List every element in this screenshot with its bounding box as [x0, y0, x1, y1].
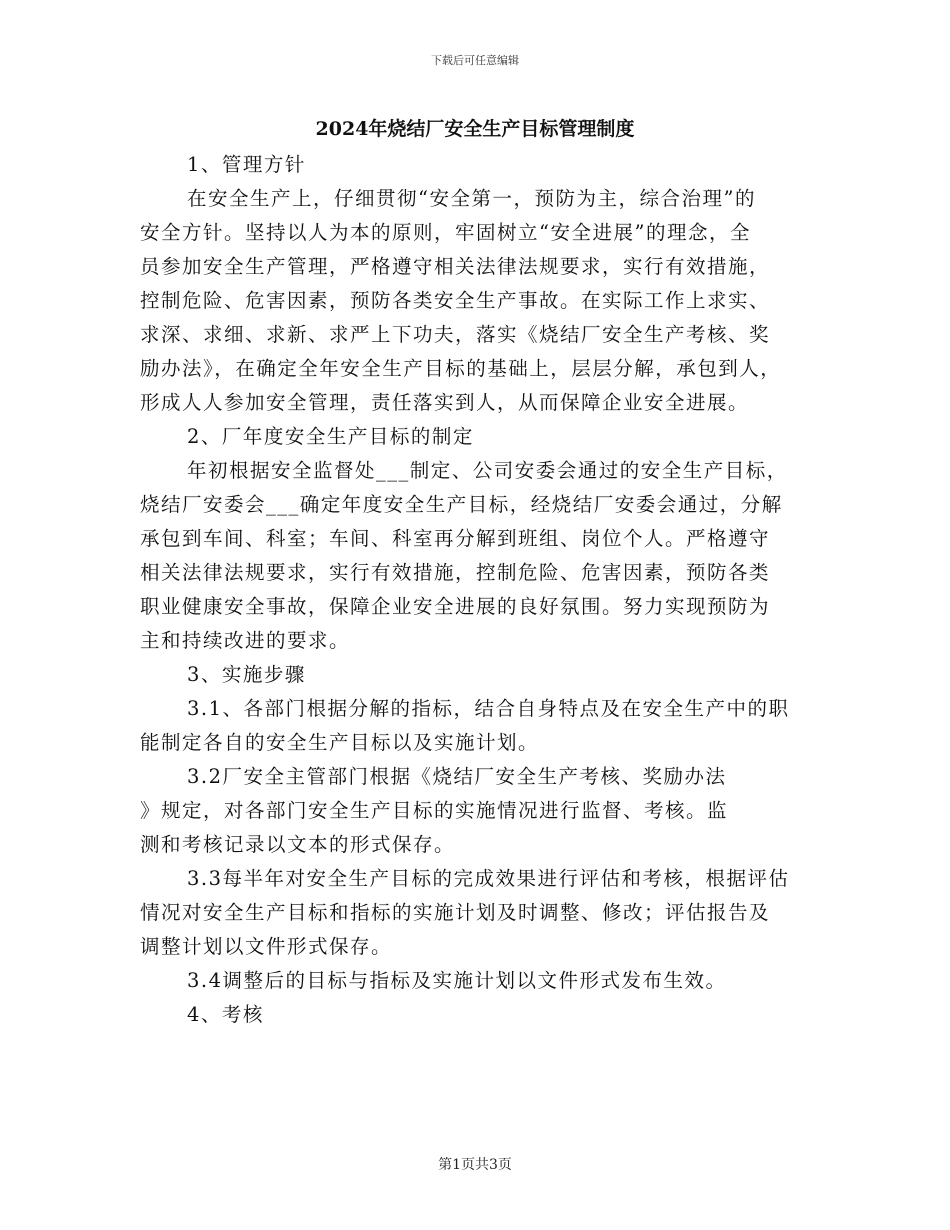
body-paragraph	[140, 862, 810, 964]
text-line: 相关法律法规要求，实行有效措施，控制危险、危害因素，预防各类	[140, 561, 771, 584]
text-line: 形成人人参加安全管理，责任落实到人，从而保障企业安全进展。	[140, 391, 750, 414]
text-line: 承包到车间、科室；车间、科室再分解到班组、岗位个人。严格遵守	[140, 527, 771, 550]
document-title: 2024年烧结厂安全生产目标管理制度	[315, 118, 635, 140]
text-line: 2、厂年度安全生产目标的制定	[187, 425, 474, 448]
text-line: 3.4调整后的目标与指标及实施计划以文件形式发布生效。	[187, 969, 727, 992]
text-line: 情况对安全生产目标和指标的实施计划及时调整、修改；评估报告及	[140, 901, 771, 924]
text-line: 3.2厂安全主管部门根据《烧结厂安全生产考核、奖励办法	[187, 765, 727, 788]
page-header-note: 下载后可任意编辑	[431, 54, 519, 67]
section-heading	[140, 658, 810, 692]
body-paragraph	[140, 454, 810, 658]
text-line: 调整计划以文件形式保存。	[140, 935, 393, 958]
body-paragraph	[140, 964, 810, 998]
section-heading	[140, 420, 810, 454]
text-line: 年初根据安全监督处___制定、公司安委会通过的安全生产目标，	[187, 459, 788, 482]
body-paragraph	[140, 692, 810, 760]
text-line: 求深、求细、求新、求严上下功夫，落实《烧结厂安全生产考核、奖	[140, 323, 771, 346]
text-line: 1、管理方针	[187, 153, 306, 176]
text-line: 能制定各自的安全生产目标以及实施计划。	[140, 731, 540, 754]
body-paragraph	[140, 760, 810, 862]
text-line: 测和考核记录以文本的形式保存。	[140, 833, 456, 856]
document-body	[140, 148, 810, 1032]
text-line: 在安全生产上，仔细贯彻“安全第一，预防为主，综合治理”的	[187, 187, 756, 210]
text-line: 员参加安全生产管理，严格遵守相关法律法规要求，实行有效措施，	[140, 255, 771, 278]
body-paragraph	[140, 182, 810, 420]
text-line: 职业健康安全事故，保障企业安全进展的良好氛围。努力实现预防为	[140, 595, 771, 618]
text-line: 4、考核	[187, 1003, 264, 1026]
text-line: 》规定，对各部门安全生产目标的实施情况进行监督、考核。监	[140, 799, 729, 822]
text-line: 烧结厂安委会___确定年度安全生产目标，经烧结厂安委会通过，分解	[140, 493, 783, 516]
section-heading	[140, 998, 810, 1032]
text-line: 3.1、各部门根据分解的指标，结合自身特点及在安全生产中的职	[187, 697, 790, 720]
page-number: 第1页共3页	[438, 1157, 512, 1173]
text-line: 控制危险、危害因素，预防各类安全生产事故。在实际工作上求实、	[140, 289, 771, 312]
text-line: 主和持续改进的要求。	[140, 629, 351, 652]
section-heading	[140, 148, 810, 182]
text-line: 3、实施步骤	[187, 663, 306, 686]
text-line: 3.3每半年对安全生产目标的完成效果进行评估和考核，根据评估	[187, 867, 790, 890]
text-line: 安全方针。坚持以人为本的原则，牢固树立“安全进展”的理念，全	[140, 221, 751, 244]
text-line: 励办法》，在确定全年安全生产目标的基础上，层层分解，承包到人，	[140, 357, 782, 380]
